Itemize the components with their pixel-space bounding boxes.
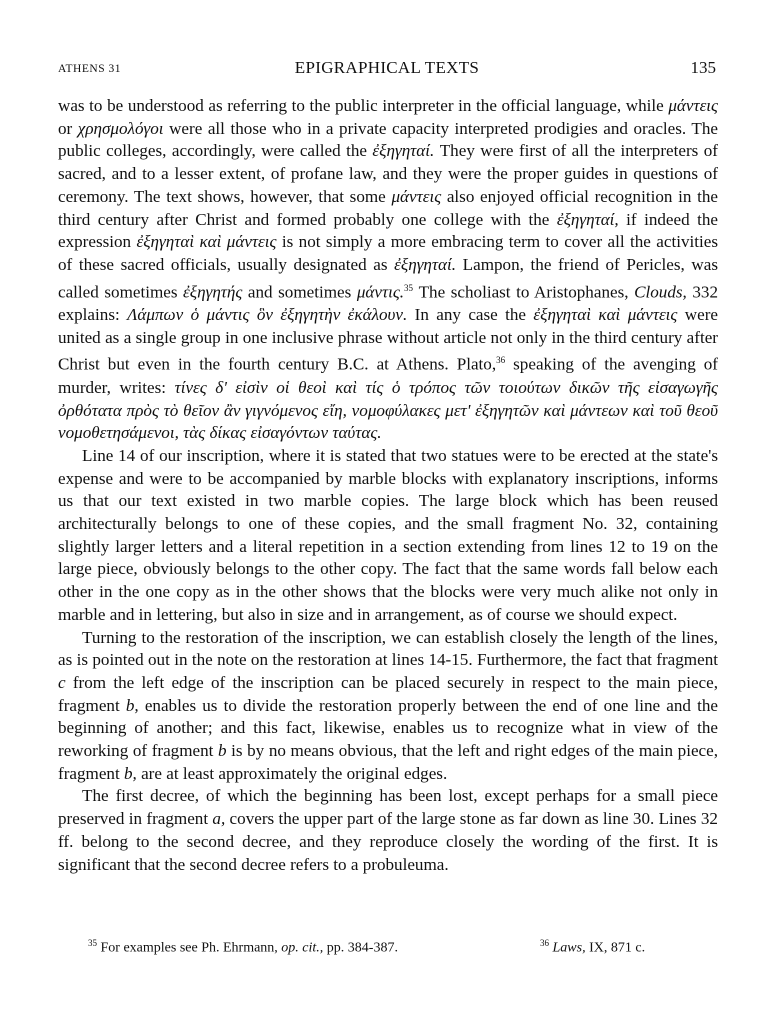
footnote-36: $^{36}$ Laws, IX, 871 c.: [540, 938, 646, 956]
footnote-35: $^{35}$ For examples see Ph. Ehrmann, op. cit., pp. 384-387.: [88, 938, 398, 956]
text-run: are at least approximately the original edges.: [136, 763, 448, 783]
text-run: c: [58, 672, 66, 692]
text-run: The scholiast to Aristophanes,: [413, 282, 635, 302]
text-run: χρησμολόγοι: [77, 118, 164, 138]
text-run: μάντεις: [391, 186, 442, 206]
text-run: They were first of all the interpreters of sacred, and to a lesser extent, of profane law, and they were the proper guides in questions of ceremony. The text shows, however, that some: [58, 141, 718, 206]
text-run: a,: [212, 809, 226, 829]
text-run: enables us to divide the restoration properly between the end of one line and the beginning of another; and this fact, likewise, enables us to recognize what in view of the reworking of fragment: [58, 695, 718, 761]
text-run: 332 explains:: [58, 282, 718, 325]
text-run: ἐξηγηταί,: [556, 209, 619, 229]
page-number: 135: [690, 58, 716, 77]
text-run: ἐξηγηταί.: [372, 141, 435, 161]
running-header: [58, 58, 716, 82]
text-run: μάντεις: [668, 96, 718, 115]
page-title: EPIGRAPHICAL TEXTS: [294, 58, 480, 77]
section-label: ATHENS 31: [58, 63, 121, 75]
text-run: was to be understood as referring to the public interpreter in the official language, while: [58, 96, 669, 115]
paragraph-3: [58, 627, 718, 786]
text-run: were united as a single group in one inclusive phrase without article not only in the third century after Christ but even in the fourth century B.C. at Athens. Plato,: [58, 305, 718, 375]
text-run: ἐξηγηταὶ καὶ μάντεις: [533, 305, 678, 325]
text-run: is not simply a more embracing term to cover all the activities of these sacred officials, usually designated as: [58, 232, 718, 274]
text-run: b,: [125, 695, 139, 715]
text-run: is by no means obvious, that the left and right edges of the main piece, fragment: [58, 741, 718, 783]
text-run: ἐξηγηταὶ καὶ μάντεις: [136, 232, 277, 252]
text-run: or: [58, 118, 78, 138]
paragraph-2: [58, 445, 718, 627]
text-run: Λάμπων ὁ μάντις ὃν ἐξηγητὴν ἐκάλουν.: [127, 305, 408, 325]
text-run: Line 14 of our inscription, where it is stated that two statues were to be erected at the state's expense and were to be accompanied by marble blocks with explanatory inscriptions, informs us that our text existed in two marble copies. The large block which has been reused architecturally belongs to one of these copies, and the small fragment No. 32, containing slightly larger letters and a literal repetition in a section extending from lines 12 to 19 on the large piece, obviously belongs to the other copy. The fact that the same words fall below each other in the one copy as in the other shows that the blocks were very much alike not only in marble and in lettering, but also in size and in arrangement, as of course we should expect.: [58, 445, 718, 624]
text-run: b,: [123, 763, 137, 783]
text-run: Clouds,: [634, 282, 687, 302]
body-text: [58, 95, 718, 876]
text-run: 35: [404, 282, 414, 293]
paragraph-1: [58, 95, 718, 445]
text-run: ἐξηγηταί.: [394, 254, 457, 274]
text-run: 36: [496, 355, 506, 366]
text-run: Turning to the restoration of the inscription, we can establish closely the length of the lines, as is pointed out in the note on the restoration at lines 14-15. Furthermore, the fact that fragment: [58, 627, 718, 670]
text-run: and sometimes: [242, 282, 357, 302]
paragraph-4: [58, 785, 718, 876]
text-run: if indeed the expression: [58, 209, 718, 252]
text-run: covers the upper part of the large stone as far down as line 30. Lines 32 ff. belong to the second decree, and they reproduce closely the wording of the first. It is significant that the second decree refers to a probuleuma.: [58, 809, 718, 874]
text-run: The first decree, of which the beginning has been lost, except perhaps for a small piece preserved in fragment: [58, 786, 718, 829]
text-run: b: [217, 741, 227, 761]
text-run: from the left edge of the inscription can be placed securely in respect to the main piece, fragment: [58, 672, 718, 715]
text-run: μάντις.: [356, 282, 405, 302]
text-run: also enjoyed official recognition in the third century after Christ and formed probably one college with the: [58, 186, 718, 229]
text-run: Lampon, the friend of Pericles, was called sometimes: [58, 254, 718, 302]
text-run: ἐξηγητής: [183, 282, 243, 302]
text-run: τίνες δ' εἰσὶν οἱ θεοὶ καὶ τίς ὁ τρόπος τῶν τοιούτων δικῶν τῆς εἰσαγωγῆς ὀρθότατα πρὸς τὸ θεῖον ἂν γιγνόμενος εἴη, νομοφύλακες μετ' ἐξηγητῶν καὶ μάντεων καὶ τοῦ θεοῦ νομοθετησάμενοι, τὰς δίκας εἰσαγόντων ταύτας.: [58, 377, 718, 443]
text-run: were all those who in a private capacity interpreted prodigies and oracles. The public colleges, accordingly, were called the: [58, 118, 718, 161]
text-run: In any case the: [407, 305, 534, 325]
text-run: speaking of the avenging of murder, writes:: [58, 355, 719, 397]
